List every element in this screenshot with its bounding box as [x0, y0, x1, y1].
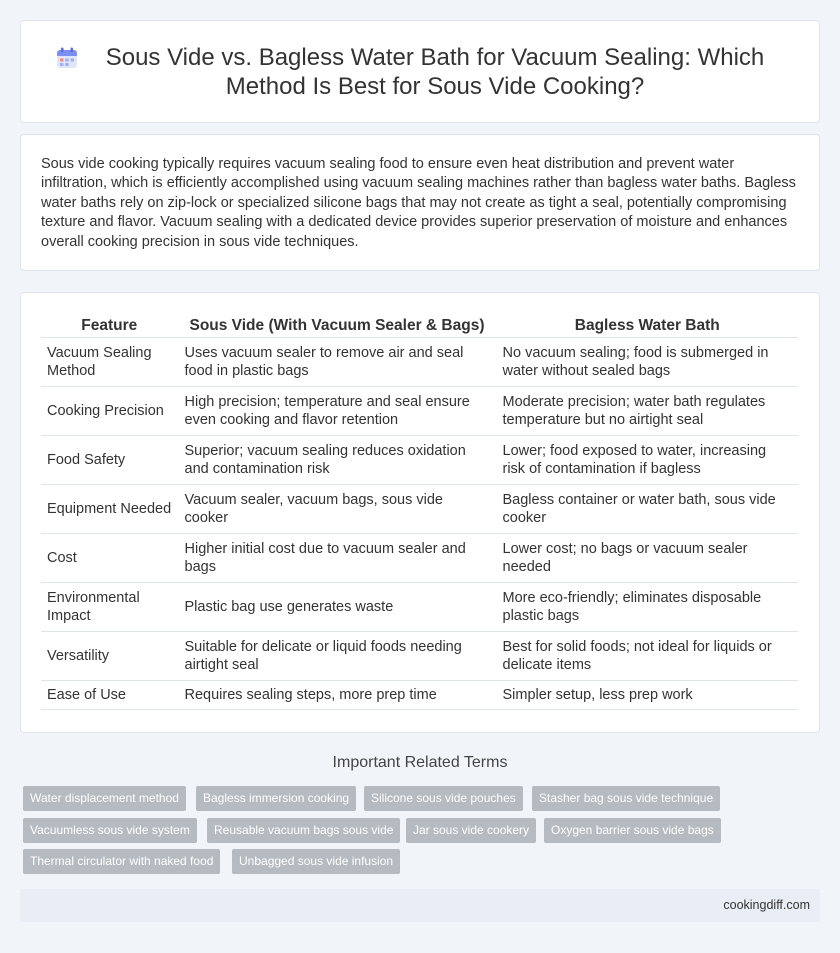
table-cell: Food Safety — [41, 436, 178, 485]
table-row — [41, 387, 798, 436]
table-cell: Suitable for delicate or liquid foods needing airtight seal — [178, 632, 496, 681]
table-row — [41, 485, 798, 534]
table-cell: Lower cost; no bags or vacuum sealer needed — [496, 534, 798, 583]
table-cell: Simpler setup, less prep work — [496, 681, 798, 710]
related-term-tag[interactable]: Unbagged sous vide infusion — [232, 849, 400, 874]
related-term-tag[interactable]: Silicone sous vide pouches — [364, 786, 523, 811]
table-cell: Versatility — [41, 632, 178, 681]
page-title: Sous Vide vs. Bagless Water Bath for Vacuum Sealing: Which Method Is Best for Sous Vide Cooking? — [105, 44, 765, 100]
intro-paragraph: Sous vide cooking typically requires vacuum sealing food to ensure even heat distribution and prevent water infiltration, which is efficiently accomplished using vacuum sealing machines rather than bagless water baths. Bagless water baths rely on zip-lock or specialized silicone bags that may not create as tight a seal, potentially compromising texture and flavor. Vacuum sealing with a dedicated device provides superior preservation of moisture and enhances overall cooking precision in sous vide techniques. — [41, 156, 796, 250]
table-cell: Vacuum Sealing Method — [41, 338, 178, 387]
column-header: Sous Vide (With Vacuum Sealer & Bags) — [178, 317, 496, 338]
table-cell: Vacuum sealer, vacuum bags, sous vide cooker — [178, 485, 496, 534]
table-cell: Superior; vacuum sealing reduces oxidation and contamination risk — [178, 436, 496, 485]
table-row — [41, 632, 798, 681]
table-row — [41, 534, 798, 583]
related-term-tag[interactable]: Oxygen barrier sous vide bags — [544, 818, 721, 843]
table-row — [41, 681, 798, 710]
related-term-tag[interactable]: Water displacement method — [23, 786, 186, 811]
table-cell: Higher initial cost due to vacuum sealer and bags — [178, 534, 496, 583]
table-cell: Moderate precision; water bath regulates temperature but no airtight seal — [496, 387, 798, 436]
table-header-row — [41, 317, 798, 338]
related-term-tag[interactable]: Thermal circulator with naked food — [23, 849, 220, 874]
footer-site-link[interactable]: cookingdiff.com — [723, 898, 810, 912]
table-cell: Cost — [41, 534, 178, 583]
header-card — [20, 20, 820, 123]
table-cell: Plastic bag use generates waste — [178, 583, 496, 632]
table-cell: Ease of Use — [41, 681, 178, 710]
table-cell: Requires sealing steps, more prep time — [178, 681, 496, 710]
table-cell: High precision; temperature and seal ensure even cooking and flavor retention — [178, 387, 496, 436]
intro-card — [20, 134, 820, 271]
table-cell: More eco-friendly; eliminates disposable plastic bags — [496, 583, 798, 632]
related-terms-heading: Important Related Terms — [332, 754, 508, 771]
related-term-tag[interactable]: Jar sous vide cookery — [406, 818, 536, 843]
table-cell: Environmental Impact — [41, 583, 178, 632]
related-term-tag[interactable]: Vacuumless sous vide system — [23, 818, 197, 843]
table-cell: No vacuum sealing; food is submerged in water without sealed bags — [496, 338, 798, 387]
comparison-card — [20, 292, 820, 733]
table-cell: Best for solid foods; not ideal for liquids or delicate items — [496, 632, 798, 681]
related-term-tag[interactable]: Stasher bag sous vide technique — [532, 786, 720, 811]
table-row — [41, 583, 798, 632]
related-term-tag[interactable]: Bagless immersion cooking — [196, 786, 356, 811]
table-cell: Cooking Precision — [41, 387, 178, 436]
footer — [20, 889, 820, 922]
table-cell: Bagless container or water bath, sous vide cooker — [496, 485, 798, 534]
table-row — [41, 338, 798, 387]
table-cell: Lower; food exposed to water, increasing risk of contamination if bagless — [496, 436, 798, 485]
table-row — [41, 436, 798, 485]
table-cell: Equipment Needed — [41, 485, 178, 534]
related-term-tag[interactable]: Reusable vacuum bags sous vide — [207, 818, 400, 843]
table-cell: Uses vacuum sealer to remove air and seal food in plastic bags — [178, 338, 496, 387]
column-header: Bagless Water Bath — [496, 317, 798, 338]
comparison-table — [41, 317, 798, 710]
column-header: Feature — [41, 317, 178, 338]
